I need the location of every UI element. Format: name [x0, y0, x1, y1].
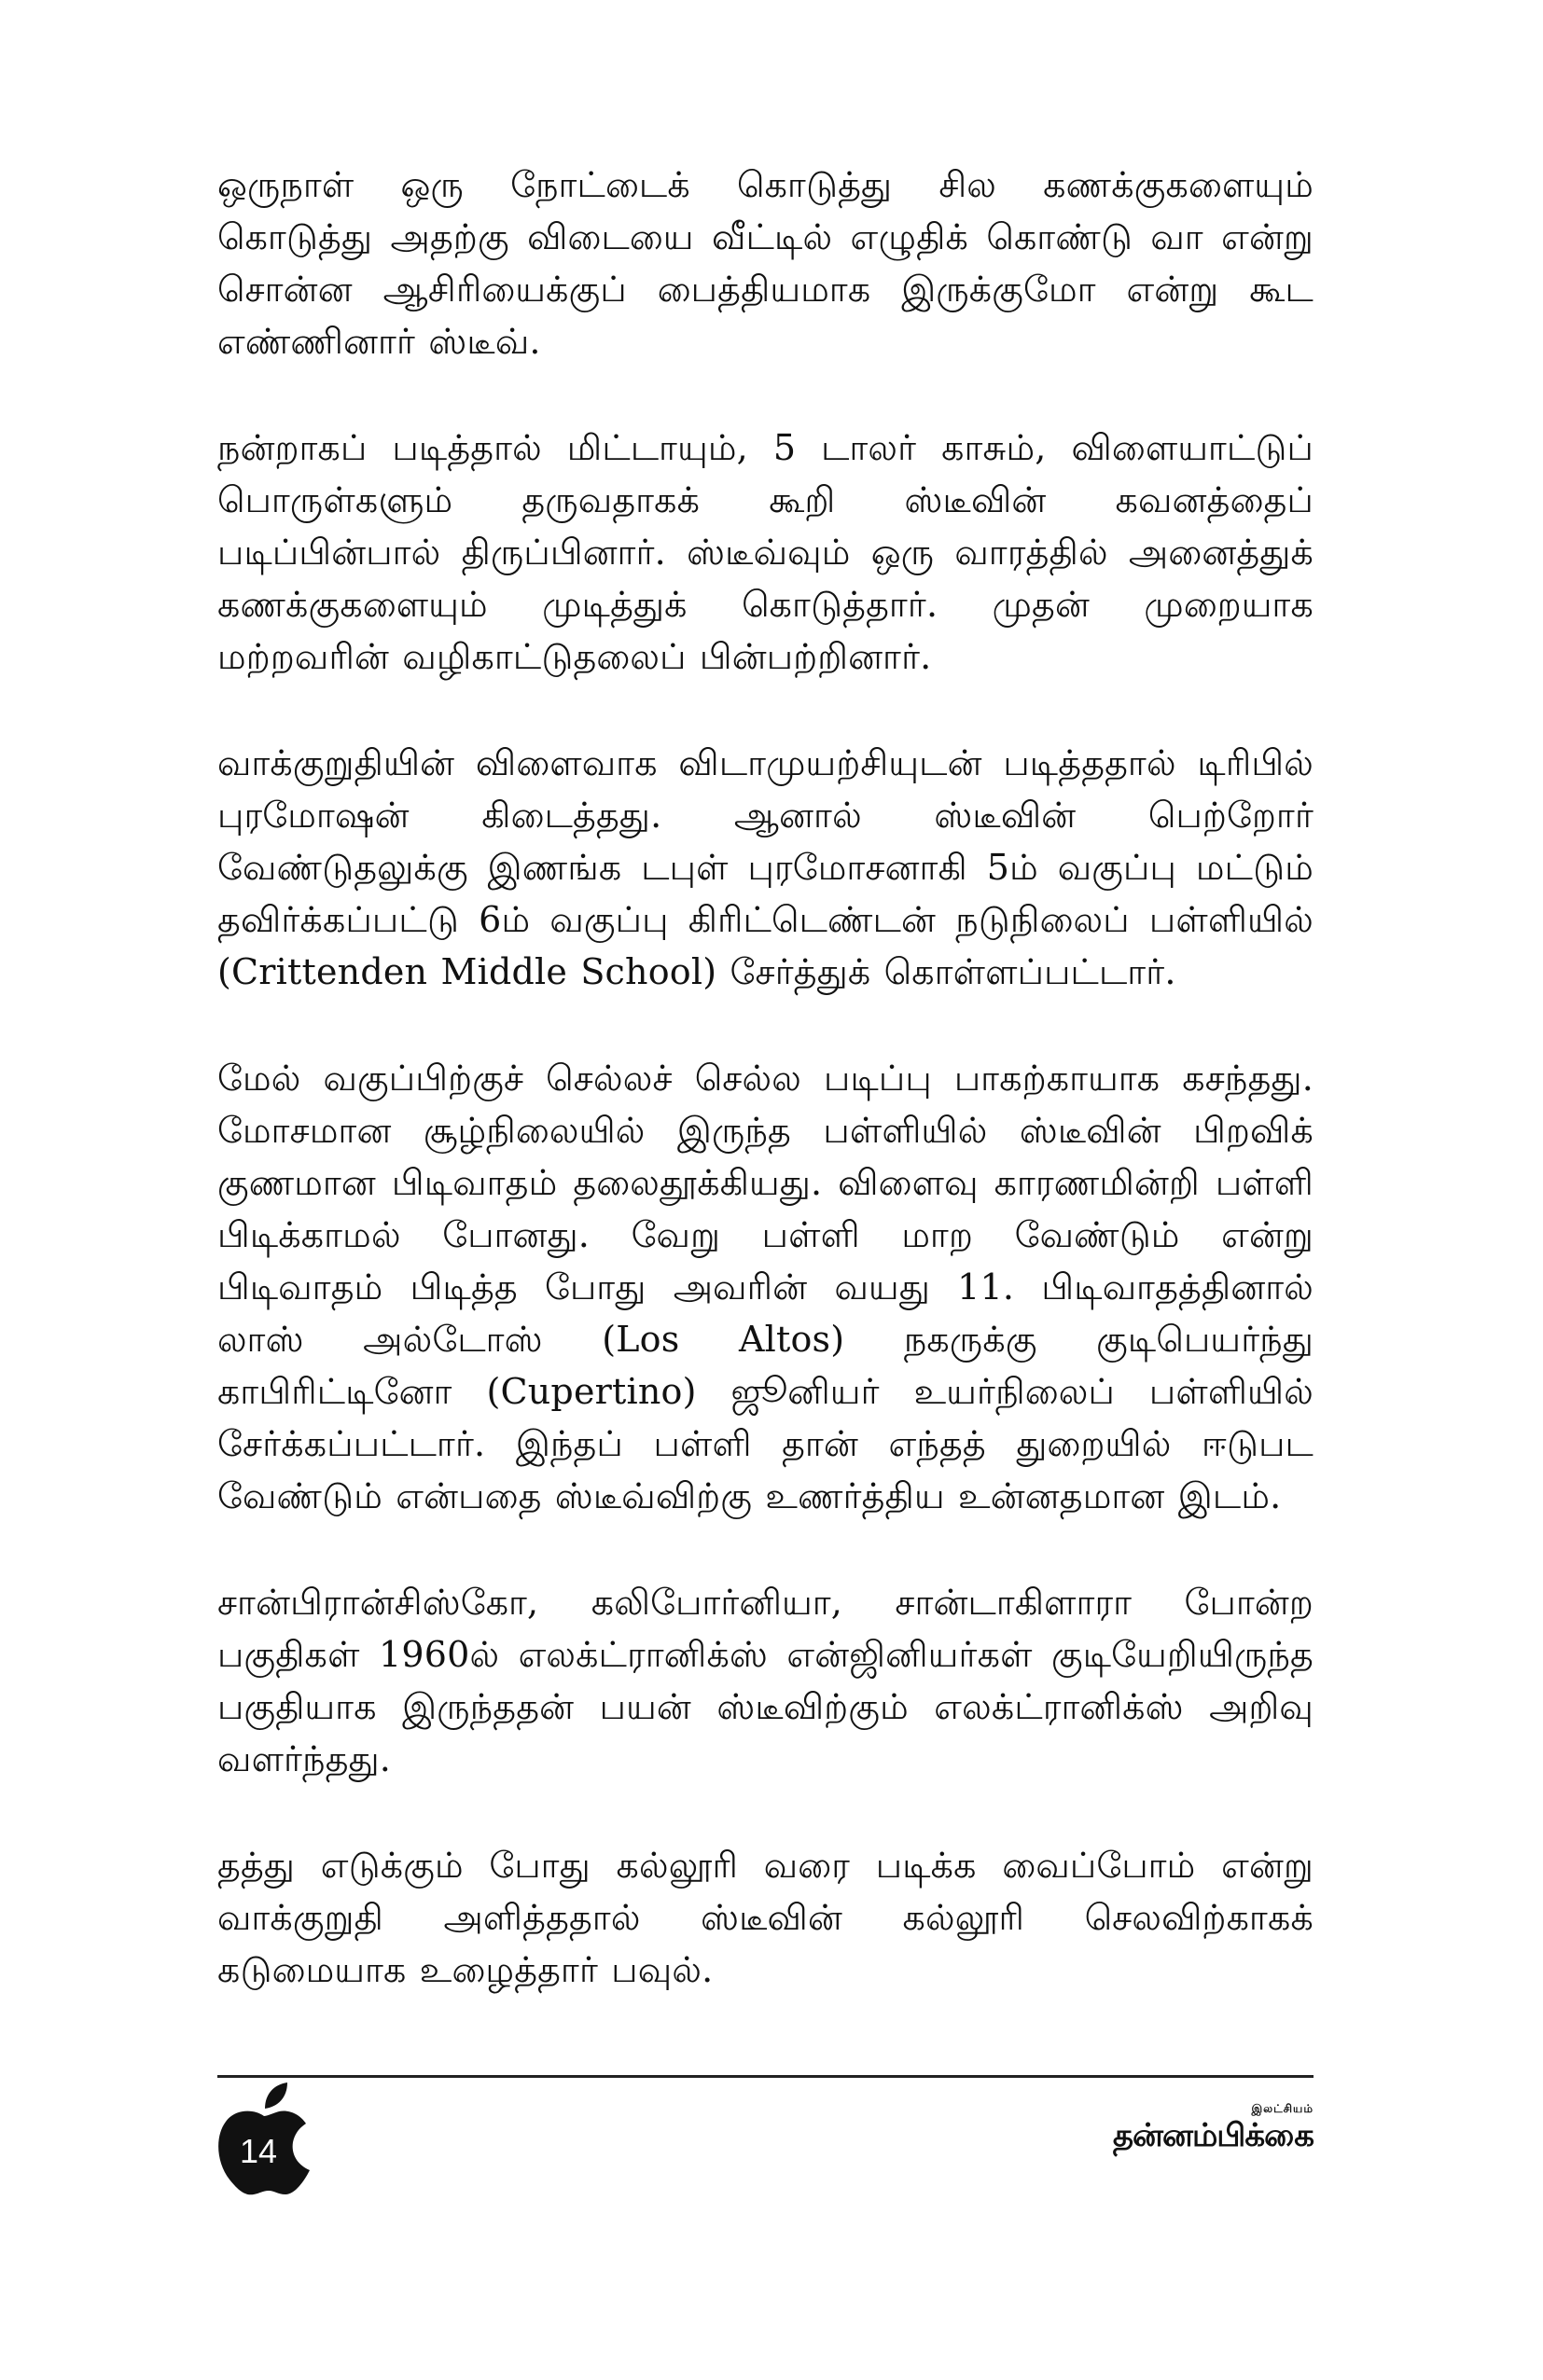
publisher-subtitle: இலட்சியம்	[1251, 2102, 1314, 2115]
paragraph: சான்பிரான்சிஸ்கோ, கலிபோர்னியா, சான்டாகிளாரா போன்ற பகுதிகள் 1960ல் எலக்ட்ரானிக்ஸ் என்ஜினியர்கள் குடியேறியிருந்த பகுதியாக இருந்ததன் பயன் ஸ்டீவிற்கும் எலக்ட்ரானிக்ஸ் அறிவு வளர்ந்தது.	[217, 1582, 1314, 1779]
paragraph: மேல் வகுப்பிற்குச் செல்லச் செல்ல படிப்பு பாகற்காயாக கசந்தது. மோசமான சூழ்நிலையில் இருந்த பள்ளியில் ஸ்டீவின் பிறவிக் குணமான பிடிவாதம் தலைதூக்கியது. விளைவு காரணமின்றி பள்ளி பிடிக்காமல் போனது. வேறு பள்ளி மாற வேண்டும் என்று பிடிவாதம் பிடித்த போது அவரின் வயது 11. பிடிவாதத்தினால் லாஸ் அல்டோஸ் (Los Altos) நகருக்கு குடிபெயர்ந்து காபிரிட்டினோ (Cupertino) ஜூனியர் உயர்நிலைப் பள்ளியில் சேர்க்கப்பட்டார். இந்தப் பள்ளி தான் எந்தத் துறையில் ஈடுபட வேண்டும் என்பதை ஸ்டீவ்விற்கு உணர்த்திய உன்னதமான இடம்.	[217, 1058, 1314, 1516]
paragraph: ஒருநாள் ஒரு நோட்டைக் கொடுத்து சில கணக்குகளையும் கொடுத்து அதற்கு விடையை வீட்டில் எழுதிக் கொண்டு வா என்று சொன்ன ஆசிரியைக்குப் பைத்தியமாக இருக்குமோ என்று கூட எண்ணினார் ஸ்டீவ்.	[217, 164, 1314, 362]
paragraph: தத்து எடுக்கும் போது கல்லூரி வரை படிக்க வைப்போம் என்று வாக்குறுதி அளித்ததால் ஸ்டீவின் கல்லூரி செலவிற்காகக் கடுமையாக உழைத்தார் பவுல்.	[217, 1845, 1314, 1990]
paragraph: நன்றாகப் படித்தால் மிட்டாயும், 5 டாலர் காசும், விளையாட்டுப் பொருள்களும் தருவதாகக் கூறி ஸ்டீவின் கவனத்தைப் படிப்பின்பால் திருப்பினார். ஸ்டீவ்வும் ஒரு வாரத்தில் அனைத்துக் கணக்குகளையும் முடித்துக் கொடுத்தார். முதன் முறையாக மற்றவரின் வழிகாட்டுதலைப் பின்பற்றினார்.	[217, 427, 1314, 677]
page-body	[217, 159, 1314, 2050]
footer-divider	[217, 2075, 1314, 2078]
publisher-logo	[1113, 2101, 1314, 2155]
paragraph: வாக்குறுதியின் விளைவாக விடாமுயற்சியுடன் படித்ததால் டிரிபில் புரமோஷன் கிடைத்தது. ஆனால் ஸ்டீவின் பெற்றோர் வேண்டுதலுக்கு இணங்க டபுள் புரமோசனாகி 5ம் வகுப்பு மட்டும் தவிர்க்கப்பட்டு 6ம் வகுப்பு கிரிட்டெண்டன் நடுநிலைப் பள்ளியில் (Crittenden Middle School) சேர்த்துக் கொள்ளப்பட்டார்.	[217, 742, 1314, 992]
page-number: 14	[239, 2132, 278, 2170]
publisher-name: தன்னம்பிக்கை	[1112, 2117, 1314, 2154]
